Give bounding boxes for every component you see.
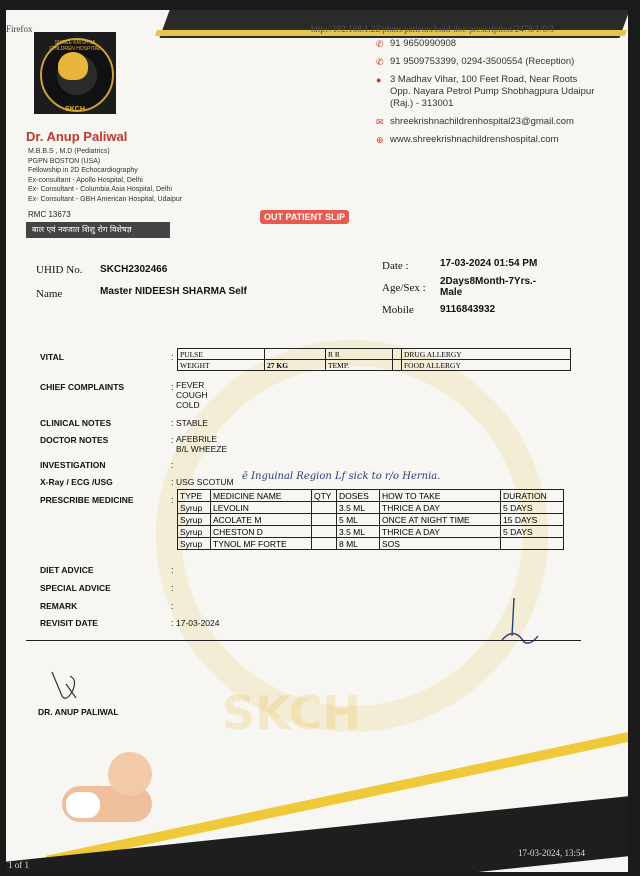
med-dose: 3.5 ML (337, 502, 380, 514)
page-count: 1 of 1 (8, 860, 29, 870)
colon: : (171, 495, 174, 505)
visit-date: 17-03-2024 01:54 PM (440, 258, 538, 269)
colon: : (171, 565, 174, 575)
baby-head (108, 752, 152, 796)
globe-icon: ⊕ (376, 135, 384, 145)
header-cell: DOSES (337, 490, 380, 502)
med-name: LEVOLIN (211, 502, 312, 514)
phone-reception: 91 9509753399, 0294-3500554 (Reception) (390, 56, 575, 67)
agesex-label: Age/Sex : (382, 282, 426, 294)
temp-value (393, 360, 402, 371)
vitals-table (177, 348, 571, 371)
page-url: http://192.168.1.22/phms/patients/load-doc-prescription/2478/1/0/3 (311, 24, 554, 34)
investigation-label: INVESTIGATION (40, 460, 106, 470)
print-timestamp: 17-03-2024, 13:54 (518, 848, 585, 858)
pulse-cell: PULSE (178, 349, 265, 360)
stamp-signature-icon (48, 666, 88, 704)
slip-title: OUT PATIENT SLIP (260, 210, 349, 224)
medicine-row (178, 514, 564, 526)
colon: : (171, 382, 174, 392)
hospital-logo (34, 32, 116, 114)
phone-icon: ✆ (376, 57, 384, 67)
speciality-hindi: बाल एवं नवजात शिशु रोग विशेषज्ञ (26, 222, 170, 238)
prescribe-label: PRESCRIBE MEDICINE (40, 495, 134, 505)
complaint-item: COUGH (176, 390, 208, 400)
medicine-table (177, 489, 564, 550)
prescription-sheet (6, 10, 628, 872)
med-duration: 5 DAYS (501, 502, 564, 514)
med-how: SOS (380, 538, 501, 550)
colon: : (171, 435, 174, 445)
colon: : (171, 418, 174, 428)
clinical-notes: STABLE (176, 418, 208, 428)
header-cell: TYPE (178, 490, 211, 502)
colon: : (171, 583, 174, 593)
watermark-text: SKCH (222, 686, 361, 740)
baby-illustration (52, 752, 172, 832)
medicine-row (178, 526, 564, 538)
medicine-header-row (178, 490, 564, 502)
mobile-number: 9116843932 (440, 304, 496, 315)
uhid-label: UHID No. (36, 264, 83, 276)
food-allergy-cell: FOOD ALLERGY (402, 360, 571, 371)
logo-text: SKCH (65, 106, 85, 113)
doctor-notes-label: DOCTOR NOTES (40, 435, 109, 445)
address: 3 Madhav Vihar, 100 Feet Road, Near Roots Opp. Nayara Petrol Pump Shobhagpura Udaipur (Raj.) - 313001 (390, 74, 595, 109)
remark-label: REMARK (40, 601, 78, 611)
location-pin-icon: ● (376, 75, 382, 85)
logo-arc-text: SHREE KRISHNA CHILDREN HOSPITAL (49, 40, 101, 52)
med-qty (312, 526, 337, 538)
age-sex: 2Days8Month-7Yrs.- Male (440, 276, 537, 298)
med-name: ACOLATE M (211, 514, 312, 526)
colon: : (171, 601, 174, 611)
bird-icon (58, 52, 88, 80)
qual-line: Fellowship in 2D Echocardiography (28, 167, 138, 174)
doctor-qualifications (28, 147, 182, 204)
vital-label: VITAL (40, 352, 64, 362)
special-advice-label: SPECIAL ADVICE (40, 583, 111, 593)
med-qty (312, 502, 337, 514)
rmc-number: RMC 13673 (28, 210, 71, 219)
med-dose: 8 ML (337, 538, 380, 550)
name-label: Name (36, 288, 63, 300)
phone-primary: 91 9650990908 (390, 38, 457, 49)
colon: : (171, 477, 174, 487)
med-duration (501, 538, 564, 550)
med-dose: 3.5 ML (337, 526, 380, 538)
header-cell: HOW TO TAKE (380, 490, 501, 502)
weight-cell: WEIGHT (178, 360, 265, 371)
revisit-date: 17-03-2024 (176, 618, 220, 628)
header-cell: QTY (312, 490, 337, 502)
doctor-name: Dr. Anup Paliwal (26, 129, 128, 144)
xray-text: USG SCOTUM (176, 477, 234, 487)
signature-doctor-name: DR. ANUP PALIWAL (38, 707, 119, 717)
pulse-value (265, 349, 326, 360)
phone-icon: ✆ (376, 39, 384, 49)
header-cell: DURATION (501, 490, 564, 502)
qual-line: Ex-consultant - Apollo Hospital, Delhi (28, 176, 143, 184)
med-name: TYNOL MF FORTE (211, 538, 312, 550)
doctor-note: AFEBRILE (176, 434, 218, 444)
email: shreekrishnachildrenhospital23@gmail.com (390, 116, 574, 127)
weight-value: 27 KG (265, 360, 326, 371)
med-type: Syrup (178, 502, 211, 514)
diet-label: DIET ADVICE (40, 565, 94, 575)
date-label: Date : (382, 260, 409, 272)
colon: : (171, 460, 174, 470)
med-how: THRICE A DAY (380, 502, 501, 514)
med-name: CHESTON D (211, 526, 312, 538)
complaint-item: COLD (176, 400, 200, 410)
patient-name: Master NIDEESH SHARMA Self (100, 286, 247, 297)
med-how: ONCE AT NIGHT TIME (380, 514, 501, 526)
rr-cell: R R (326, 349, 393, 360)
qual-line: M.B.B.S , M.D (Pediatrics) (28, 148, 110, 155)
browser-name: Firefox (6, 24, 33, 34)
complaints-label: CHIEF COMPLAINTS (40, 382, 125, 392)
temp-cell: TEMP. (326, 360, 393, 371)
uhid-value: SKCH2302466 (100, 264, 168, 275)
drug-allergy-cell: DRUG ALLERGY (402, 349, 571, 360)
med-type: Syrup (178, 514, 211, 526)
medicine-row (178, 538, 564, 550)
med-qty (312, 538, 337, 550)
email-icon: ✉ (376, 117, 384, 127)
contact-block (376, 38, 600, 152)
med-duration: 15 DAYS (501, 514, 564, 526)
doctor-note: B/L WHEEZE (176, 444, 228, 454)
xray-label: X-Ray / ECG /USG (40, 477, 113, 487)
clinical-notes-label: CLINICAL NOTES (40, 418, 112, 428)
qual-line: Ex- Consultant - GBH American Hospital, Udaipur (28, 195, 183, 203)
med-type: Syrup (178, 526, 211, 538)
complaint-item: FEVER (176, 380, 205, 390)
med-how: THRICE A DAY (380, 526, 501, 538)
mobile-label: Mobile (382, 304, 414, 316)
handwritten-note: ē Inguinal Region Lf sick to r/o Hernia. (242, 471, 441, 482)
rr-value (393, 349, 402, 360)
qual-line: Ex- Consultant - Columbia Asia Hospital, Delhi (28, 186, 172, 193)
med-duration: 5 DAYS (501, 526, 564, 538)
doctor-notes (176, 434, 227, 454)
signature-line (26, 640, 581, 641)
med-dose: 5 ML (337, 514, 380, 526)
colon: : (171, 352, 174, 362)
qual-line: PGPN BOSTON (USA) (28, 157, 101, 165)
medicine-row (178, 502, 564, 514)
website: www.shreekrishnachildrenshospital.com (390, 134, 559, 145)
med-qty (312, 514, 337, 526)
colon: : (171, 618, 174, 628)
header-cell: MEDICINE NAME (211, 490, 312, 502)
complaints-list (176, 380, 208, 410)
med-type: Syrup (178, 538, 211, 550)
baby-diaper (66, 792, 100, 818)
revisit-label: REVISIT DATE (40, 618, 98, 628)
